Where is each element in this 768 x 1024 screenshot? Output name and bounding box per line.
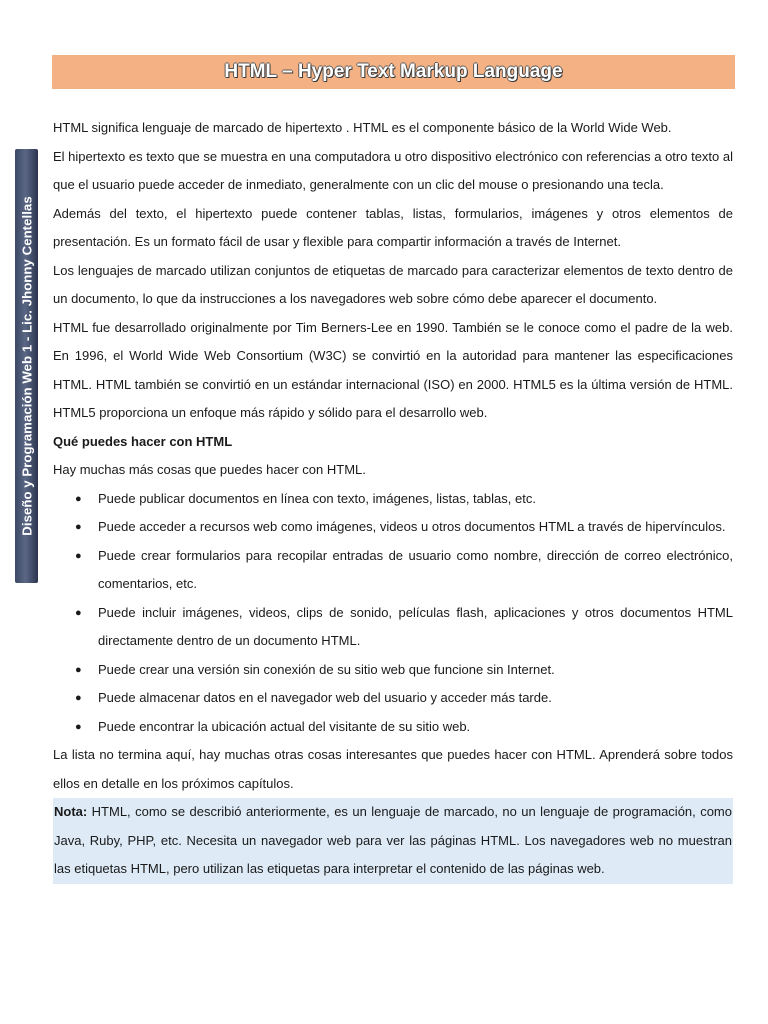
bullet-icon: ●: [75, 549, 82, 562]
section-heading: Qué puedes hacer con HTML: [53, 433, 233, 449]
paragraph-hypertext: El hipertexto es texto que se muestra en una computadora u otro dispositivo electrónico con referencias a otro texto al que el usuario puede acceder de inmediato, generalmente con un clic del mouse o presionando una tecla.: [53, 148, 733, 192]
list-item-text: Puede encontrar la ubicación actual del visitante de su sitio web.: [98, 718, 471, 734]
list-item: [75, 485, 733, 514]
bullet-icon: ●: [75, 521, 82, 533]
document-body: [53, 114, 733, 884]
section-intro: Hay muchas más cosas que puedes hacer con HTML.: [53, 462, 366, 477]
bullet-icon: ●: [75, 492, 82, 505]
bullet-icon: ●: [75, 692, 82, 704]
list-item: [75, 656, 733, 685]
list-item-text: Puede incluir imágenes, videos, clips de sonido, películas flash, aplicaciones y otros documentos HTML directamente dentro de un documento HTML.: [98, 604, 733, 648]
list-item-text: Puede acceder a recursos web como imágenes, videos u otros documentos HTML a través de hipervínculos.: [98, 519, 726, 534]
list-item: [75, 599, 733, 656]
list-item: [75, 684, 733, 713]
paragraph-history: HTML fue desarrollado originalmente por Tim Berners-Lee en 1990. También se le conoce como el padre de la web. En 1996, el World Wide Web Consortium (W3C) se convirtió en la autoridad para mantener las especificaciones HTML. HTML también se convirtió en un estándar internacional (ISO) en 2000. HTML5 es la última versión de HTML. HTML5 proporciona un enfoque más rápido y sólido para el desarrollo web.: [53, 319, 733, 420]
list-item-text: Puede publicar documentos en línea con texto, imágenes, listas, tablas, etc.: [98, 490, 536, 506]
bullet-icon: ●: [75, 606, 82, 619]
bullet-icon: ●: [75, 720, 82, 733]
list-item: [75, 513, 733, 542]
closing-paragraph: La lista no termina aquí, hay muchas otras cosas interesantes que puedes hacer con HTML. Aprenderá sobre todos ellos en detalle en los próximos capítulos.: [53, 747, 733, 791]
title-banner: [52, 55, 735, 89]
list-item-text: Puede crear formularios para recopilar entradas de usuario como nombre, dirección de correo electrónico, comentarios, etc.: [98, 547, 733, 591]
page-title: HTML – Hyper Text Markup Language: [224, 61, 563, 82]
note-label: Nota:: [54, 804, 88, 819]
note-box: [53, 798, 733, 884]
side-tab: [15, 149, 38, 583]
list-item: [75, 713, 733, 742]
bullet-icon: ●: [75, 663, 82, 676]
paragraph-hypertext-content: Además del texto, el hipertexto puede contener tablas, listas, formularios, imágenes y otros elementos de presentación. Es un formato fácil de usar y flexible para compartir información a través de Internet.: [53, 205, 733, 249]
capabilities-list: [53, 485, 733, 742]
side-tab-text: Diseño y Programación Web 1 - Lic. Jhonny Centellas: [19, 196, 34, 536]
paragraph-markup-languages: Los lenguajes de marcado utilizan conjuntos de etiquetas de marcado para caracterizar elementos de texto dentro de un documento, lo que da instrucciones a los navegadores web sobre cómo debe aparecer el documento.: [53, 262, 733, 306]
paragraph-definition: HTML significa lenguaje de marcado de hipertexto . HTML es el componente básico de la World Wide Web.: [53, 120, 672, 135]
list-item-text: Puede crear una versión sin conexión de su sitio web que funcione sin Internet.: [98, 661, 555, 677]
note-text: HTML, como se describió anteriormente, es un lenguaje de marcado, no un lenguaje de programación, como Java, Ruby, PHP, etc. Necesita un navegador web para ver las páginas HTML. Los navegadores web no muestran las etiquetas HTML, pero utilizan las etiquetas para interpretar el contenido de las páginas web.: [54, 804, 732, 876]
list-item: [75, 542, 733, 599]
list-item-text: Puede almacenar datos en el navegador web del usuario y acceder más tarde.: [98, 690, 552, 705]
